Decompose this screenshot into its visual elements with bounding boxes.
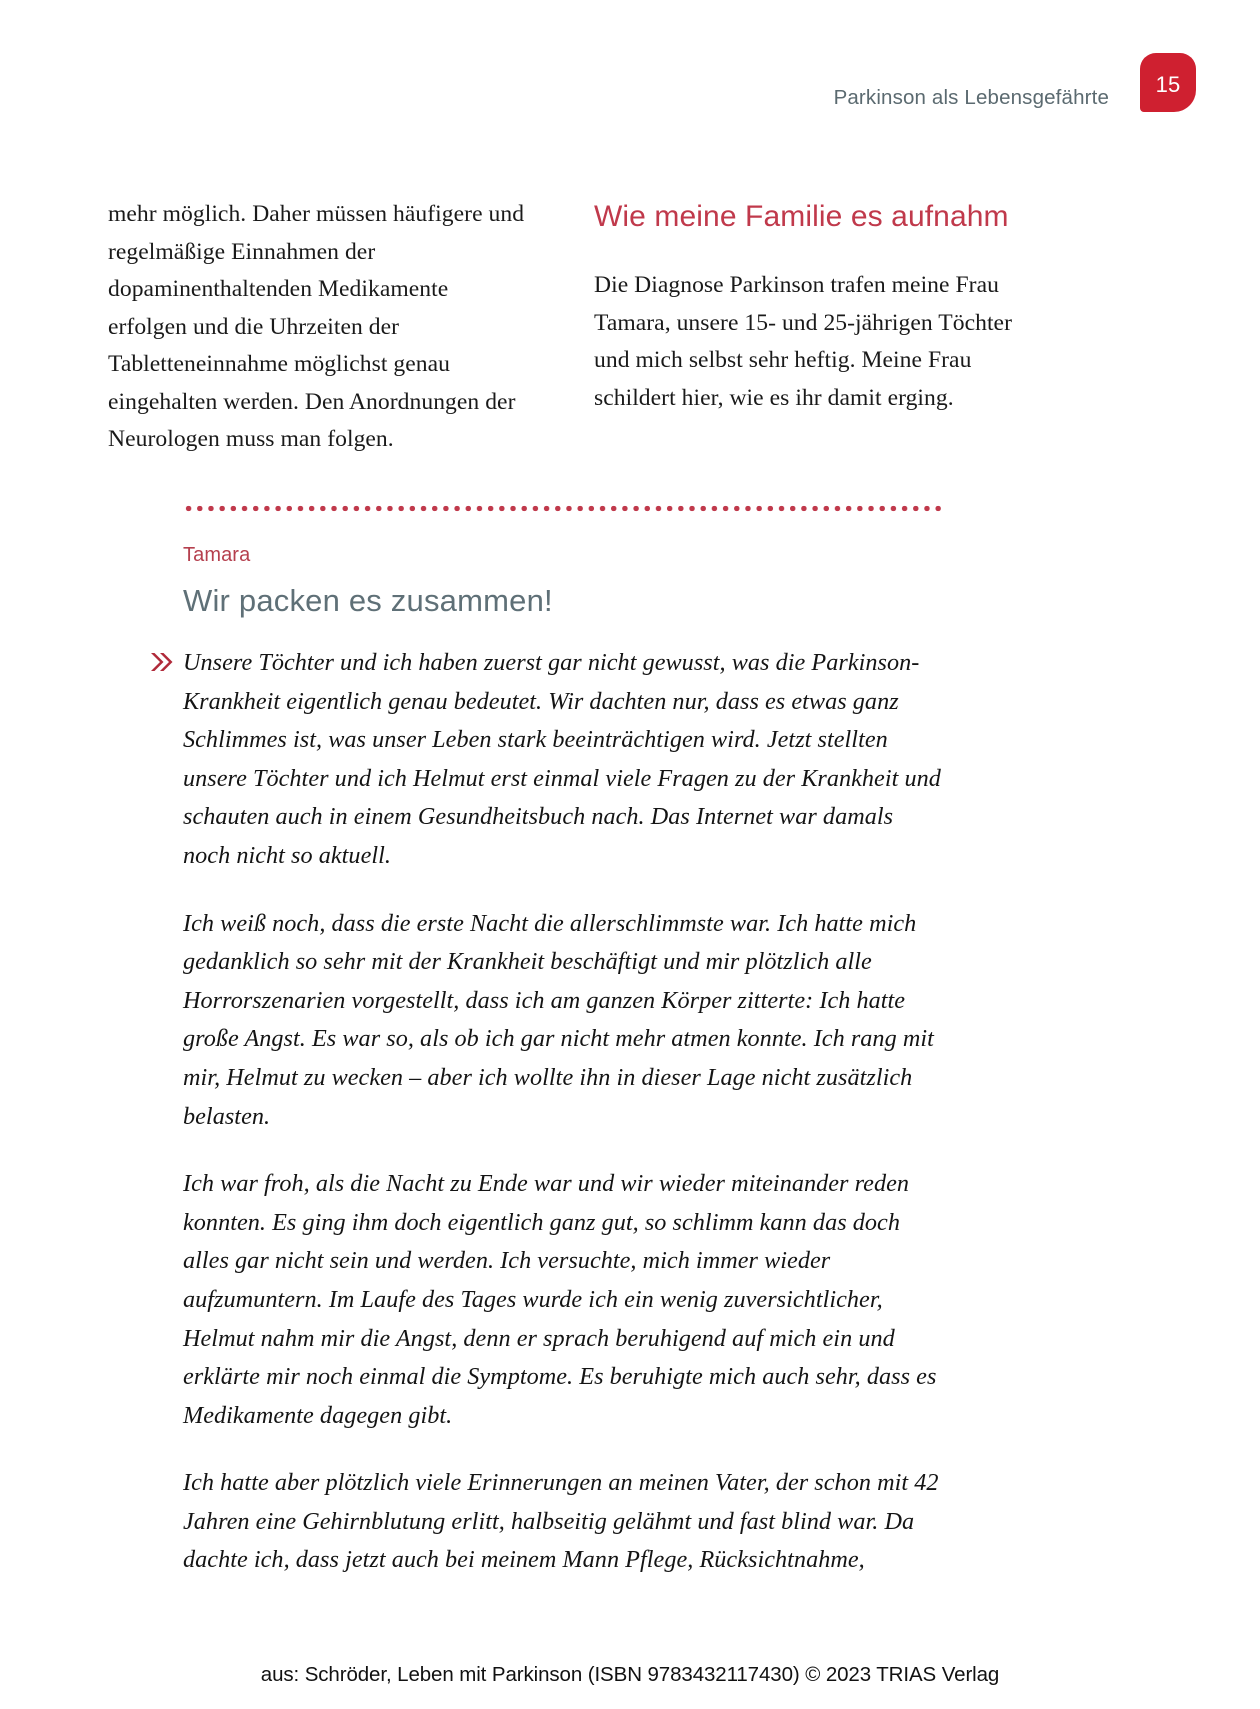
running-head xyxy=(0,71,1260,134)
quote-paragraph: Ich weiß noch, dass die erste Nacht die allerschlimmste war. Ich hatte mich gedanklich so sehr mit der Krankheit beschäftigt und mir plötzlich alle Horrorszenarien vorgestellt, dass ich am ganzen Körper zitterte: Ich hatte große Angst. Es war so, als ob ich gar nicht mehr atmen konnte. Ich rang mit mir, Helmut zu wecken – aber ich wollte ihn in dieser Lage nicht zusätzlich belasten. xyxy=(183,909,934,1130)
testimonial-speaker: Tamara xyxy=(183,544,251,566)
quote-block xyxy=(183,644,946,1580)
right-column xyxy=(594,196,1029,459)
testimonial-block xyxy=(183,505,946,1580)
running-head-title: Parkinson als Lebensgefährte xyxy=(833,86,1109,109)
double-chevron-right-icon xyxy=(149,649,175,675)
page-number: 15 xyxy=(1155,71,1181,97)
testimonial-title: Wir packen es zusammen! xyxy=(183,583,553,618)
quote-paragraph: Ich war froh, als die Nacht zu Ende war und wir wieder miteinander reden konnten. Es ging ihm doch eigentlich ganz gut, so schlimm kann das doch alles gar nicht sein und werden. Ich versuchte, mich immer wieder aufzumuntern. Im Laufe des Tages wurde ich ein wenig zuversichtlicher, Helmut nahm mir die Angst, denn er sprach beruhigend auf mich ein und erklärte mir noch einmal die Symptome. Es beruhigte mich auch sehr, dass es Medikamente dagegen gibt. xyxy=(183,1170,937,1429)
content-columns xyxy=(108,196,1152,459)
page-number-badge xyxy=(1140,53,1196,112)
left-column xyxy=(108,196,525,459)
right-column-paragraph: Die Diagnose Parkinson trafen meine Frau Tamara, unsere 15- und 25-jährigen Töchter und mich selbst sehr heftig. Meine Frau schildert hier, wie es ihr damit erging. xyxy=(594,272,1012,411)
left-column-paragraph: mehr möglich. Daher müssen häufigere und regelmäßige Einnahmen der dopaminenthaltenden Medikamente erfolgen und die Uhrzeiten der Tabletteneinnahme möglichst genau eingehalten werden. Den Anordnungen der Neurologen muss man folgen. xyxy=(108,201,525,452)
footer-credit: aus: Schröder, Leben mit Parkinson (ISBN 9783432117430) © 2023 TRIAS Verlag xyxy=(260,1663,1000,1686)
quote-paragraph: Unsere Töchter und ich haben zuerst gar nicht gewusst, was die Parkinson-Krankheit eigentlich genau bedeutet. Wir dachten nur, dass es etwas ganz Schlimmes ist, was unser Leben stark beeinträchtigen wird. Jetzt stellten unsere Töchter und ich Helmut erst einmal viele Fragen zu der Krankheit und schauten auch in einem Gesundheitsbuch nach. Das Internet war damals noch nicht so aktuell. xyxy=(183,649,941,869)
section-heading: Wie meine Familie es aufnahm xyxy=(594,200,1009,233)
dotted-divider xyxy=(183,505,946,512)
quote-paragraph: Ich hatte aber plötzlich viele Erinnerungen an meinen Vater, der schon mit 42 Jahren eine Gehirnblutung erlitt, halbseitig gelähmt und fast blind war. Da dachte ich, dass jetzt auch bei meinem Mann Pflege, Rücksichtnahme, xyxy=(183,1469,939,1574)
